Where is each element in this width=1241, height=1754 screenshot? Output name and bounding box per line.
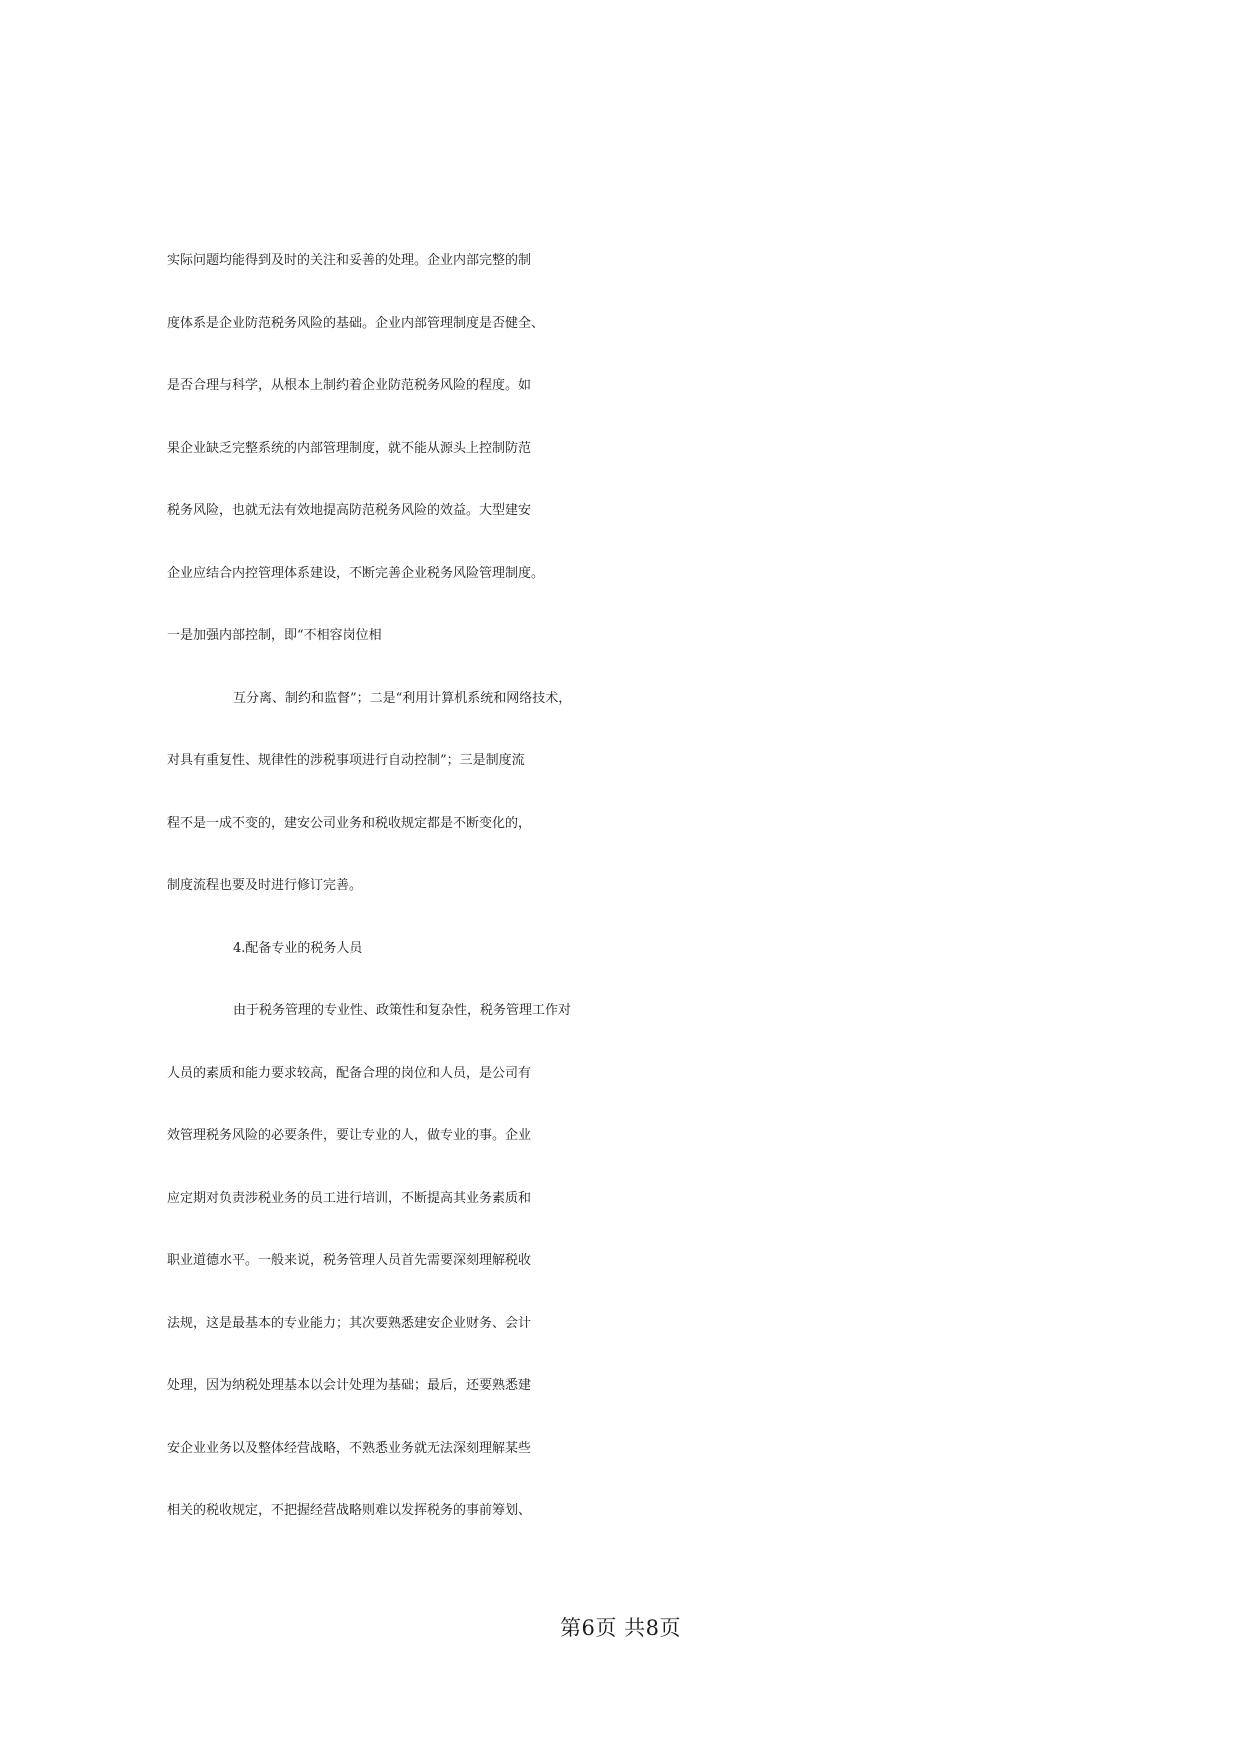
text-line: 制度流程也要及时进行修订完善。 [167, 878, 363, 893]
text-line: 果企业缺乏完整系统的内部管理制度，就不能从源头上控制防范 [167, 440, 532, 456]
text-line: 处理，因为纳税处理基本以会计处理为基础；最后，还要熟悉建 [167, 1378, 532, 1393]
text-line: 税务风险，也就无法有效地提高防范税务风险的效益。大型建安 [167, 503, 532, 518]
text-line: 法规，这是最基本的专业能力；其次要熟悉建安企业财务、会计 [167, 1315, 532, 1331]
text-line: 是否合理与科学，从根本上制约着企业防范税务风险的程度。如 [167, 378, 532, 393]
text-line: 度体系是企业防范税务风险的基础。企业内部管理制度是否健全、 [167, 315, 545, 331]
text-line: 相关的税收规定，不把握经营战略则难以发挥税务的事前筹划、 [167, 1503, 532, 1518]
text-line: 职业道德水平。一般来说，税务管理人员首先需要深刻理解税收 [167, 1253, 532, 1268]
page-footer: 第6页 共8页 [560, 1616, 681, 1640]
text-line: 效管理税务风险的必要条件，要让专业的人，做专业的事。企业 [167, 1128, 532, 1143]
text-line: 4.配备专业的税务人员 [233, 940, 363, 956]
text-line: 程不是一成不变的，建安公司业务和税收规定都是不断变化的， [167, 815, 532, 831]
text-line: 互分离、制约和监督”；二是“利用计算机系统和网络技术， [233, 690, 572, 706]
text-line: 企业应结合内控管理体系建设，不断完善企业税务风险管理制度。 [167, 565, 545, 581]
document-body [167, 230, 1127, 1543]
text-line: 由于税务管理的专业性、政策性和复杂性，税务管理工作对 [233, 1003, 572, 1018]
text-line: 人员的素质和能力要求较高，配备合理的岗位和人员，是公司有 [167, 1065, 532, 1081]
text-line: 一是加强内部控制，即“不相容岗位相 [167, 628, 382, 643]
text-line: 安企业业务以及整体经营战略，不熟悉业务就无法深刻理解某些 [167, 1440, 532, 1456]
text-line: 对具有重复性、规律性的涉税事项进行自动控制”；三是制度流 [167, 753, 525, 768]
text-line: 应定期对负责涉税业务的员工进行培训，不断提高其业务素质和 [167, 1190, 532, 1206]
text-line: 实际问题均能得到及时的关注和妥善的处理。企业内部完整的制 [167, 253, 532, 268]
